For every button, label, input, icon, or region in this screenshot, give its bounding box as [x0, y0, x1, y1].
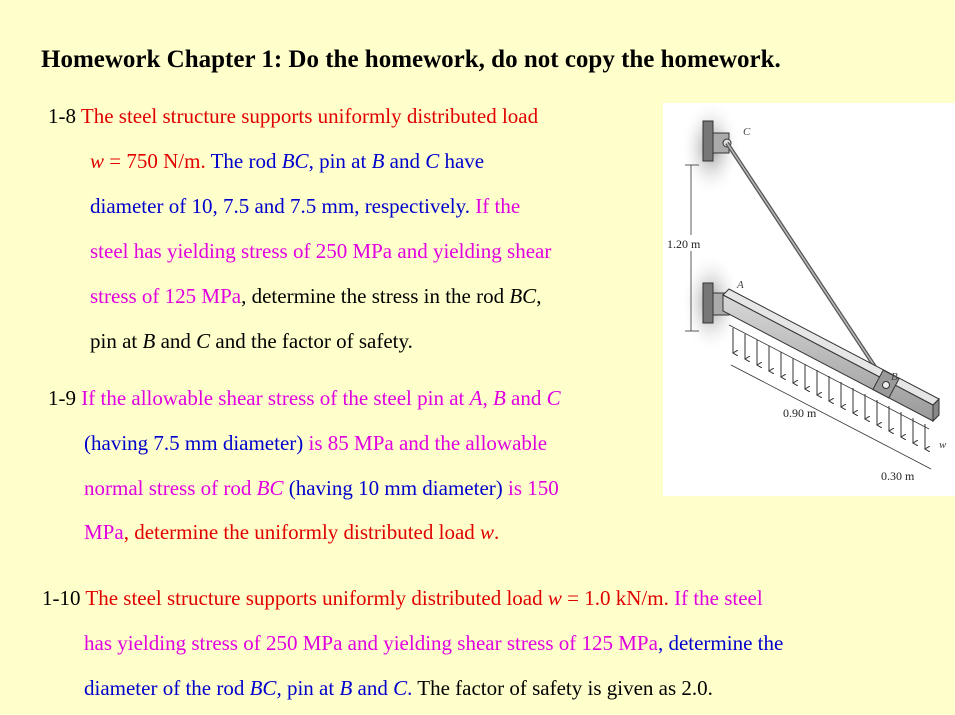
problem-1-8-line-1: 1-8 The steel structure supports uniformly distributed load [48, 104, 539, 128]
problem-1-10-line-1: 1-10 The steel structure supports uniformly distributed load w = 1.0 kN/m. If the steel [42, 586, 763, 610]
problem-1-9-line-4: MPa, determine the uniformly distributed load w. [84, 520, 500, 544]
problem-1-9-line-2: (having 7.5 mm diameter) is 85 MPa and the allowable [84, 431, 548, 455]
beam [723, 289, 939, 421]
label-a: A [737, 279, 744, 291]
problem-1-9-line-1: 1-9 If the allowable shear stress of the steel pin at A, B and C [48, 386, 561, 410]
dimension-090-label: 0.90 m [783, 406, 817, 420]
problem-1-8-line-6: pin at B and C and the factor of safety. [90, 329, 413, 353]
problem-1-8-line-3: diameter of 10, 7.5 and 7.5 mm, respectively. If the [90, 194, 521, 218]
page-title: Homework Chapter 1: Do the homework, do not copy the homework. [41, 46, 781, 73]
problem-number: 1-8 [48, 104, 76, 128]
structure-diagram [663, 103, 955, 496]
problem-1-8-line-4: steel has yielding stress of 250 MPa and yielding shear [90, 239, 552, 263]
problem-1-10-line-2: has yielding stress of 250 MPa and yielding shear stress of 125 MPa, determine the [84, 631, 784, 655]
label-w: w [939, 439, 947, 451]
problem-number: 1-9 [48, 386, 76, 410]
problem-number: 1-10 [42, 586, 81, 610]
structure-figure [663, 103, 955, 496]
problem-1-8-line-2: w = 750 N/m. The rod BC, pin at B and C have [90, 149, 485, 173]
problem-1-8-line-5: stress of 125 MPa, determine the stress in the rod BC, [90, 284, 542, 308]
label-c: C [743, 126, 751, 138]
label-b: B [891, 371, 898, 383]
dimension-030 [885, 445, 931, 469]
dimension-030-label: 0.30 m [881, 469, 915, 483]
problem-1-9-line-3: normal stress of rod BC (having 10 mm diameter) is 150 [84, 476, 559, 500]
problem-1-10-line-3: diameter of the rod BC, pin at B and C. The factor of safety is given as 2.0. [84, 676, 713, 700]
dimension-height-label: 1.20 m [667, 237, 701, 251]
